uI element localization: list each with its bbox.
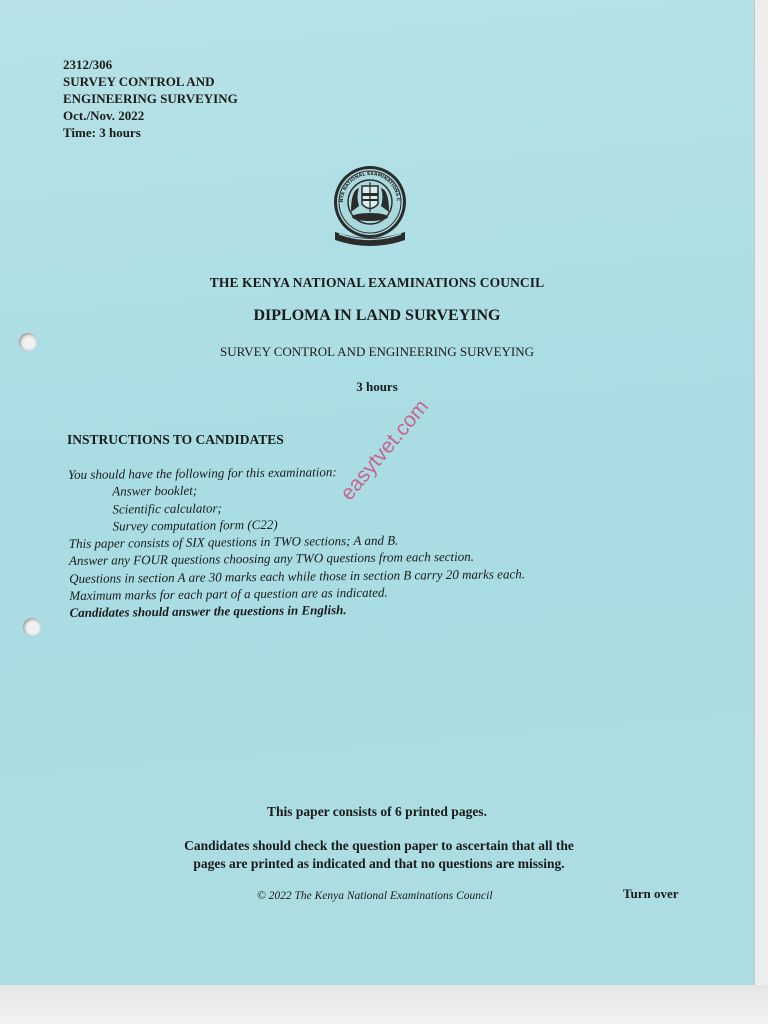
turn-over-label: Turn over xyxy=(623,886,679,901)
check-note-line2: pages are printed as indicated and that no questions are missing. xyxy=(193,856,565,871)
subject-title: SURVEY CONTROL AND ENGINEERING SURVEYING xyxy=(220,344,534,359)
instructions-heading: INSTRUCTIONS TO CANDIDATES xyxy=(67,432,284,447)
check-note-line1: Candidates should check the question paper to ascertain that all the xyxy=(184,838,574,853)
instructions-body xyxy=(68,461,525,621)
instructions-intro: You should have the following for this examination: xyxy=(68,464,337,482)
copyright-notice: © 2022 The Kenya National Examinations Council xyxy=(257,890,493,902)
site-watermark: easytvet.com xyxy=(336,395,434,505)
paper-title-line2: ENGINEERING SURVEYING xyxy=(63,91,238,106)
instruction-line: This paper consists of SIX questions in TWO sections; A and B. xyxy=(68,532,399,552)
instruction-line: Questions in section A are 30 marks each while those in section B carry 20 marks each. xyxy=(69,566,526,586)
paper-title-line1: SURVEY CONTROL AND xyxy=(63,74,215,89)
language-instruction: Candidates should answer the questions in English. xyxy=(69,602,347,621)
check-pages-note xyxy=(0,837,758,873)
required-item: Answer booklet; xyxy=(112,482,198,499)
required-item: Scientific calculator; xyxy=(112,499,222,517)
council-name: THE KENYA NATIONAL EXAMINATIONS COUNCIL xyxy=(209,275,545,290)
exam-session: Oct./Nov. 2022 xyxy=(63,108,145,123)
instruction-line: Maximum marks for each part of a question are as indicated. xyxy=(69,584,388,604)
diploma-title: DIPLOMA IN LAND SURVEYING xyxy=(253,307,501,324)
punch-hole-bottom xyxy=(23,618,41,636)
paper-header xyxy=(63,56,238,141)
required-item: Survey computation form (C22) xyxy=(112,516,278,534)
exam-time: Time: 3 hours xyxy=(63,125,141,140)
page-count-note: This paper consists of 6 printed pages. xyxy=(267,804,487,819)
scan-background xyxy=(0,985,768,1024)
paper-code: 2312/306 xyxy=(63,57,113,72)
knec-emblem-icon xyxy=(329,162,411,252)
svg-text:THE KENYA NATIONAL EXAMINATION: NYA NATIONAL EXAMINATIONS C xyxy=(339,171,401,203)
instruction-line: Answer any FOUR questions choosing any TWO questions from each section. xyxy=(68,549,475,569)
exam-duration: 3 hours xyxy=(356,379,398,394)
